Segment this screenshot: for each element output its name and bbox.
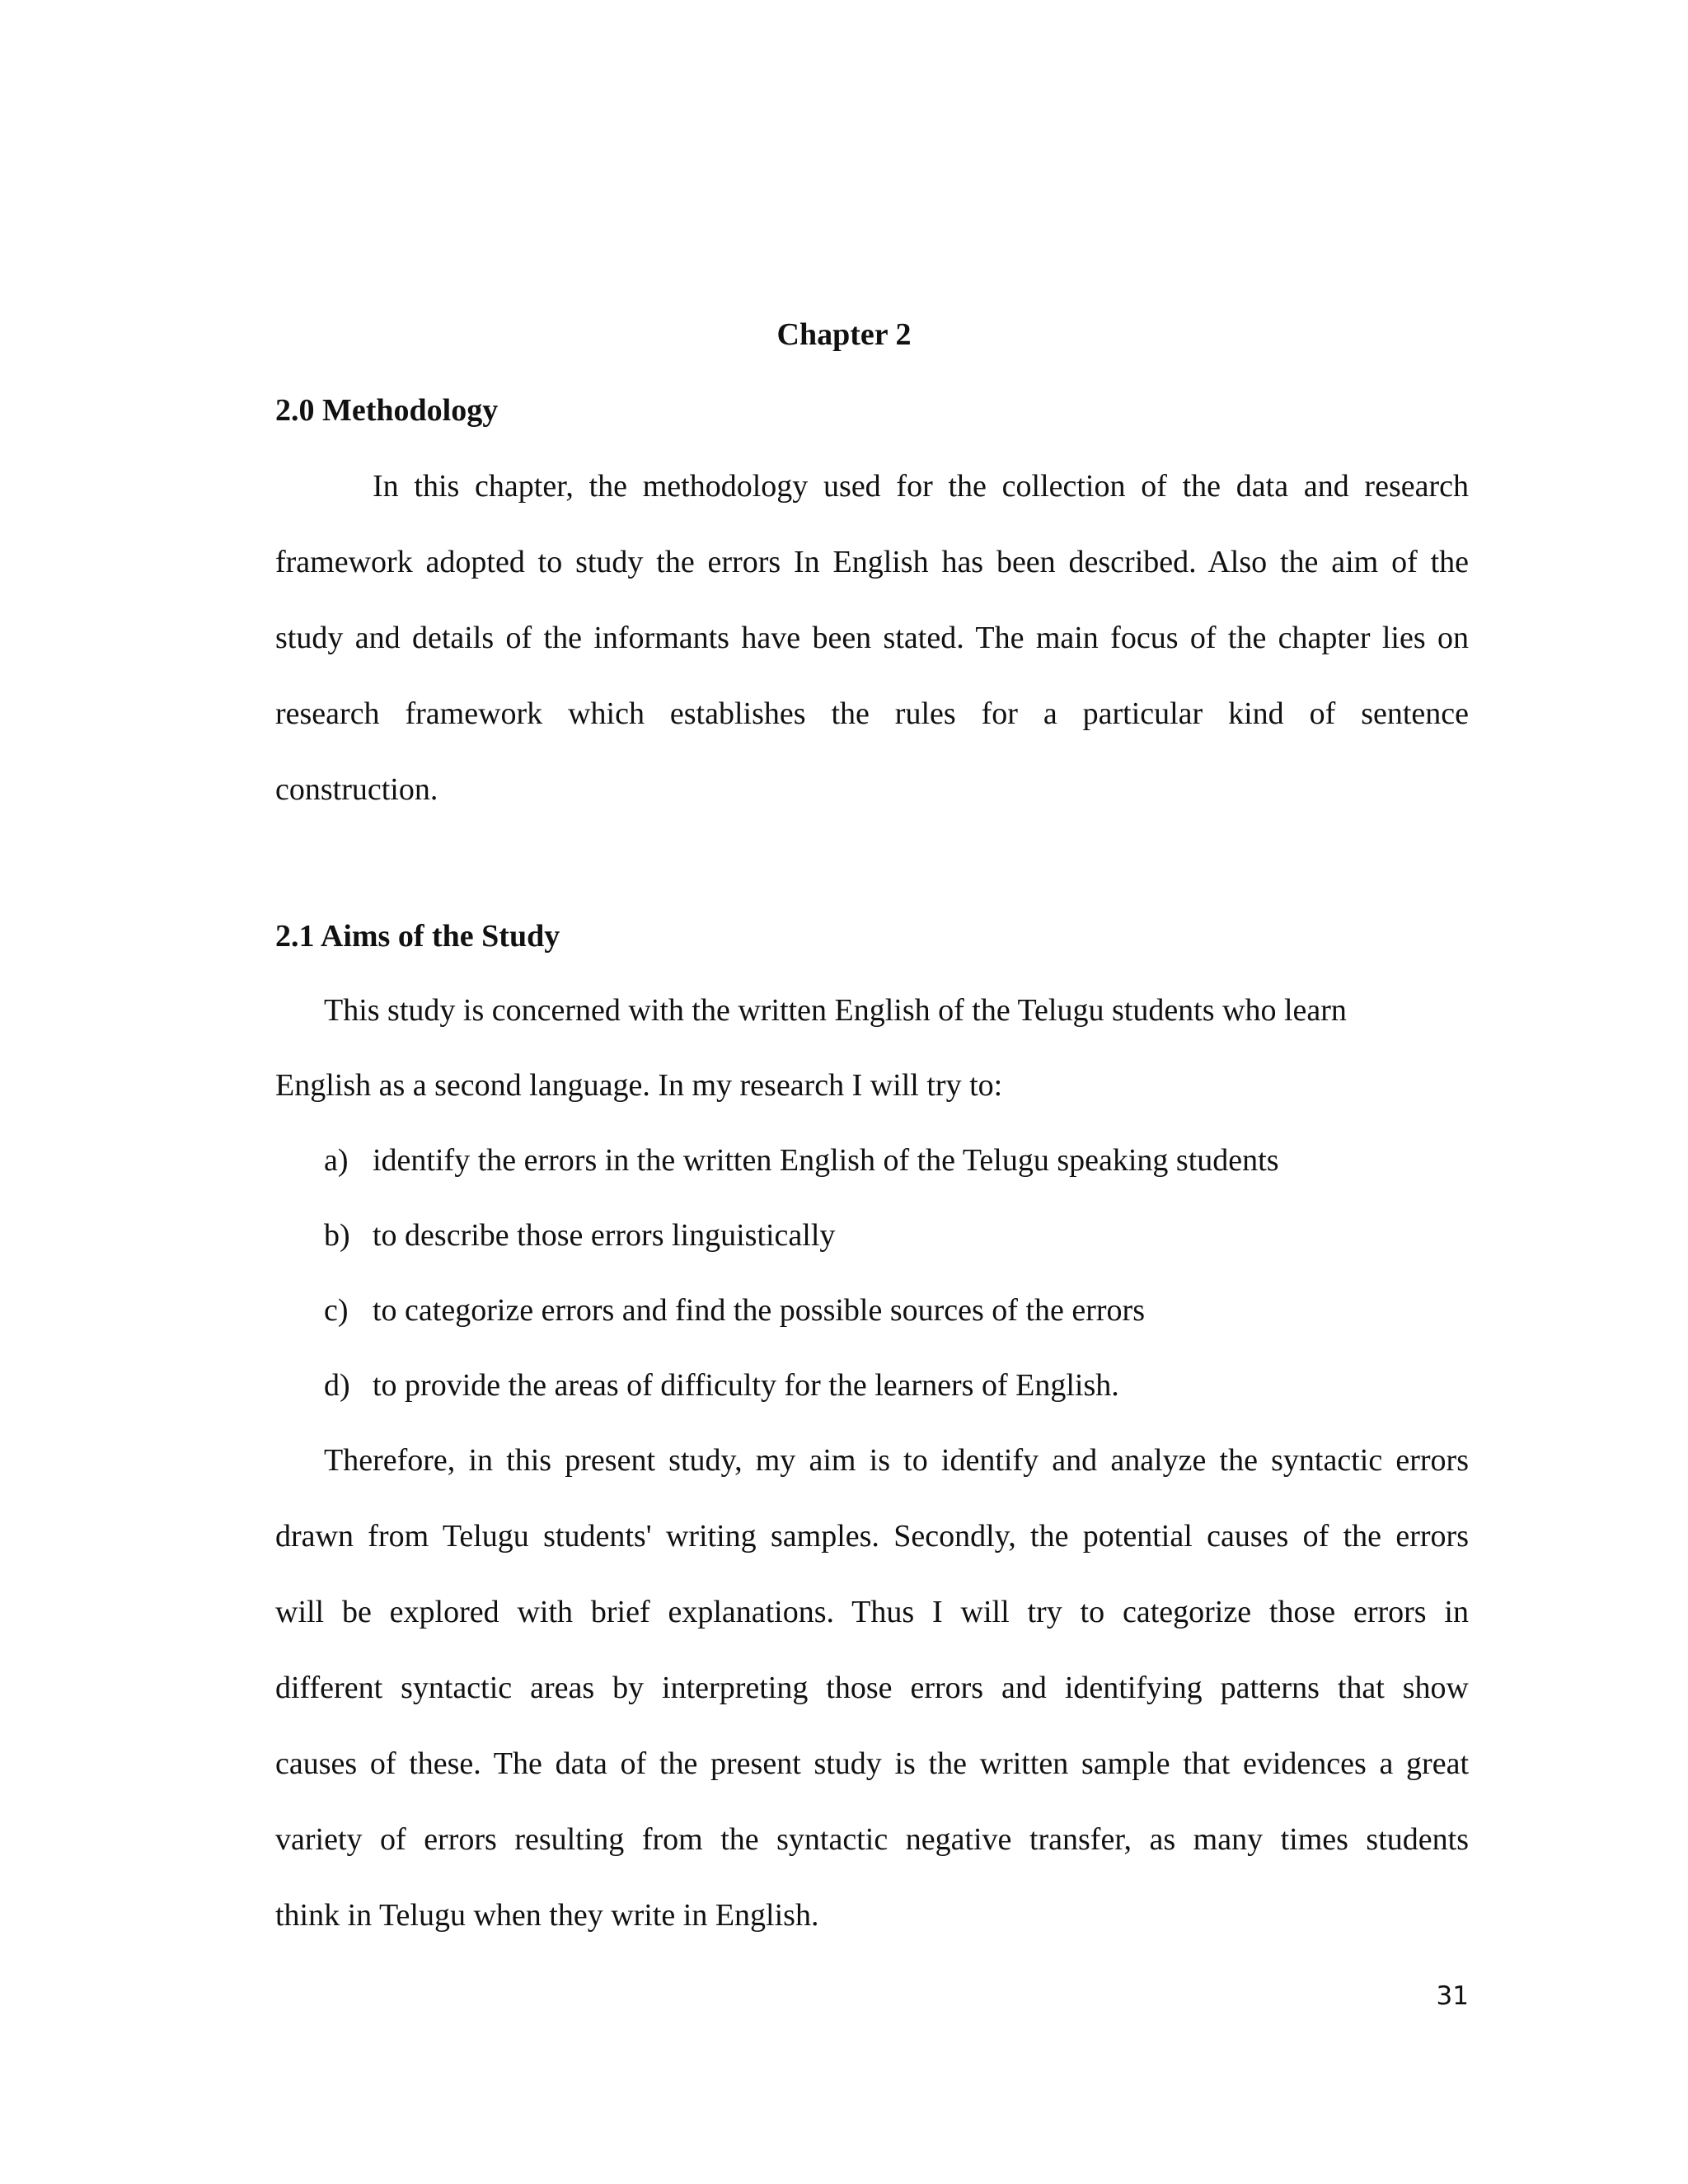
paragraph-line: think in Telugu when they write in English.	[275, 1898, 819, 1933]
list-marker: a)	[324, 1143, 349, 1178]
list-item: to describe those errors linguistically	[373, 1218, 836, 1253]
paragraph-line: variety of errors resulting from the syntactic negative transfer, as many times students	[275, 1822, 1469, 1857]
list-marker: c)	[324, 1293, 349, 1328]
paragraph-line: In this chapter, the methodology used for the collection of the data and research	[373, 469, 1469, 504]
paragraph-line: causes of these. The data of the present study is the written sample that evidences a great	[275, 1746, 1469, 1781]
chapter-title: Chapter 2	[776, 317, 912, 352]
paragraph-line: framework adopted to study the errors In English has been described. Also the aim of the	[275, 545, 1469, 579]
list-marker: b)	[324, 1218, 350, 1253]
section-heading-methodology: 2.0 Methodology	[275, 393, 499, 428]
list-item: identify the errors in the written English of the Telugu speaking students	[373, 1143, 1279, 1178]
list-marker: d)	[324, 1368, 350, 1403]
list-item: to categorize errors and find the possible sources of the errors	[373, 1293, 1145, 1328]
paragraph-line: research framework which establishes the rules for a particular kind of sentence	[275, 696, 1469, 731]
paragraph-line: English as a second language. In my research I will try to:	[275, 1068, 1003, 1103]
paragraph-line: will be explored with brief explanations. Thus I will try to categorize those errors in	[275, 1595, 1469, 1629]
paragraph-line: study and details of the informants have been stated. The main focus of the chapter lies on	[275, 621, 1469, 655]
paragraph-line: Therefore, in this present study, my aim is to identify and analyze the syntactic errors	[324, 1443, 1469, 1478]
list-item: to provide the areas of difficulty for the learners of English.	[373, 1368, 1119, 1403]
paragraph-line: drawn from Telugu students' writing samples. Secondly, the potential causes of the errors	[275, 1519, 1469, 1554]
paragraph-line: construction.	[275, 772, 438, 807]
paragraph-line: This study is concerned with the written English of the Telugu students who learn	[324, 993, 1347, 1028]
paragraph-line: different syntactic areas by interpreting those errors and identifying patterns that show	[275, 1671, 1469, 1705]
page-number: 31	[1436, 1981, 1469, 2011]
section-heading-aims: 2.1 Aims of the Study	[275, 919, 560, 954]
